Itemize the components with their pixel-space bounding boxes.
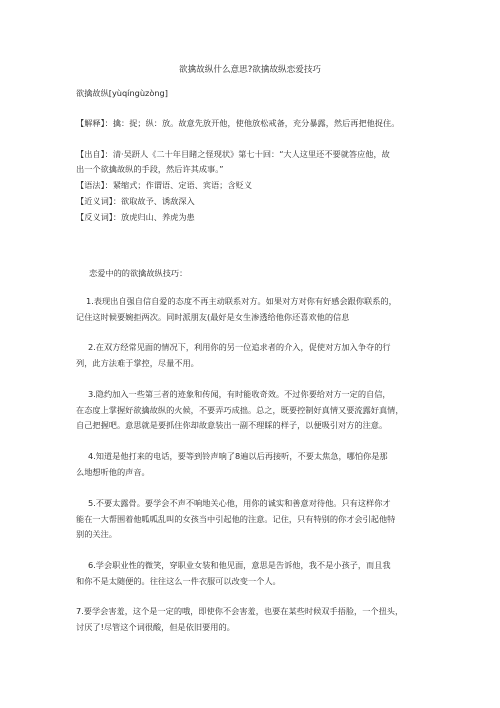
tip-7-line-2: 讨厌了!尽管这个词很酸，但是依旧要用的。: [76, 621, 235, 632]
section-heading: 恋爱中的的欲擒故纵技巧：: [89, 268, 188, 278]
tip-3-line-1: 3.隐约加入一些第三者的迹象和传闻，有时能收奇效。不过你要给对方一定的自信，: [88, 389, 391, 399]
definition-line: 【解释】：擒：捉；纵：放。故意先放开他，使他放松戒备，充分暴露，然后再把他捉住。: [76, 118, 400, 128]
tip-1-line-1: 1.表现出自强自信自爱的态度不再主动联系对方。如果对方对你有好感会跟你联系的，: [86, 296, 397, 306]
tip-3-line-2: 在态度上掌握好欲擒故纵的火候，不要弄巧成拙。总之，既要控制好真情又要流露好真情，: [76, 404, 404, 415]
tip-4-line-1: 4.知道是他打来的电话，要等到铃声响了8遍以后再接听，不要太焦急，哪怕你是那: [88, 451, 388, 461]
tip-6-line-2: 和你不是太随便的。往往这么一件衣服可以改变一个人。: [76, 575, 281, 586]
tip-2: [76, 340, 438, 371]
headword: 欲擒故纵[yùqíngùzòng]: [76, 88, 168, 98]
source-line-2: 出一个欲擒故纵的手段，然后许其成事。”: [76, 164, 224, 174]
tip-1: [76, 294, 438, 325]
tip-1-line-2: 记住这时候要婉拒两次。同时派朋友(最好是女生渗透给他你还喜欢他的信息: [76, 311, 350, 322]
tip-2-line-2: 列，此方法难于掌控，尽量不用。: [76, 357, 199, 368]
tip-5-line-3: 别的关注。: [76, 529, 117, 539]
tip-4-line-2: 么地想听他的声音。: [76, 466, 150, 477]
tip-5-line-1: 5.不要太露骨。要学会不声不响地关心他，用你的诚实和善意对待他。只有这样你才: [88, 498, 391, 508]
tip-7: [76, 604, 438, 635]
tip-3-line-3: 自己把握吧。意思就是要抓住你却故意装出一副不理睬的样子，以便吸引对方的注意。: [76, 420, 388, 430]
page-title: 欲擒故纵什么意思?欲擒故纵恋爱技巧: [178, 65, 322, 75]
tip-3: [76, 387, 438, 434]
synonyms-line: 【近义词】：欲取故予、诱敌深入: [76, 196, 195, 206]
tip-6: [76, 558, 438, 589]
tip-7-line-1: 7.要学会害羞，这个是一定的哦，即使你不会害羞，也要在某些时候双手捂脸，一个扭头，: [76, 606, 404, 616]
tip-2-line-1: 2.在双方经常见面的情况下，利用你的另一位追求者的介入，促使对方加入争夺的行: [88, 342, 391, 352]
tip-4: [76, 449, 438, 480]
antonyms-line: 【反义词】：放虎归山、养虎为患: [76, 212, 195, 222]
source-line-1: 【出自】：清·吴趼人《二十年目睹之怪现状》第七十回：“大人这里还不要就答应他，故: [76, 149, 390, 159]
grammar-line: 【语法】：紧缩式；作谓语、定语、宾语；含贬义: [76, 180, 253, 190]
tip-6-line-1: 6.学会职业性的微笑，穿职业女装和他见面，意思是告诉他，我不是小孩子，而且我: [88, 560, 391, 570]
tip-5-line-2: 能在一大帮围着他呱呱乱叫的女孩当中引起他的注意。记住，只有特别的你才会引起他特: [76, 513, 396, 524]
tip-5: [76, 496, 438, 543]
